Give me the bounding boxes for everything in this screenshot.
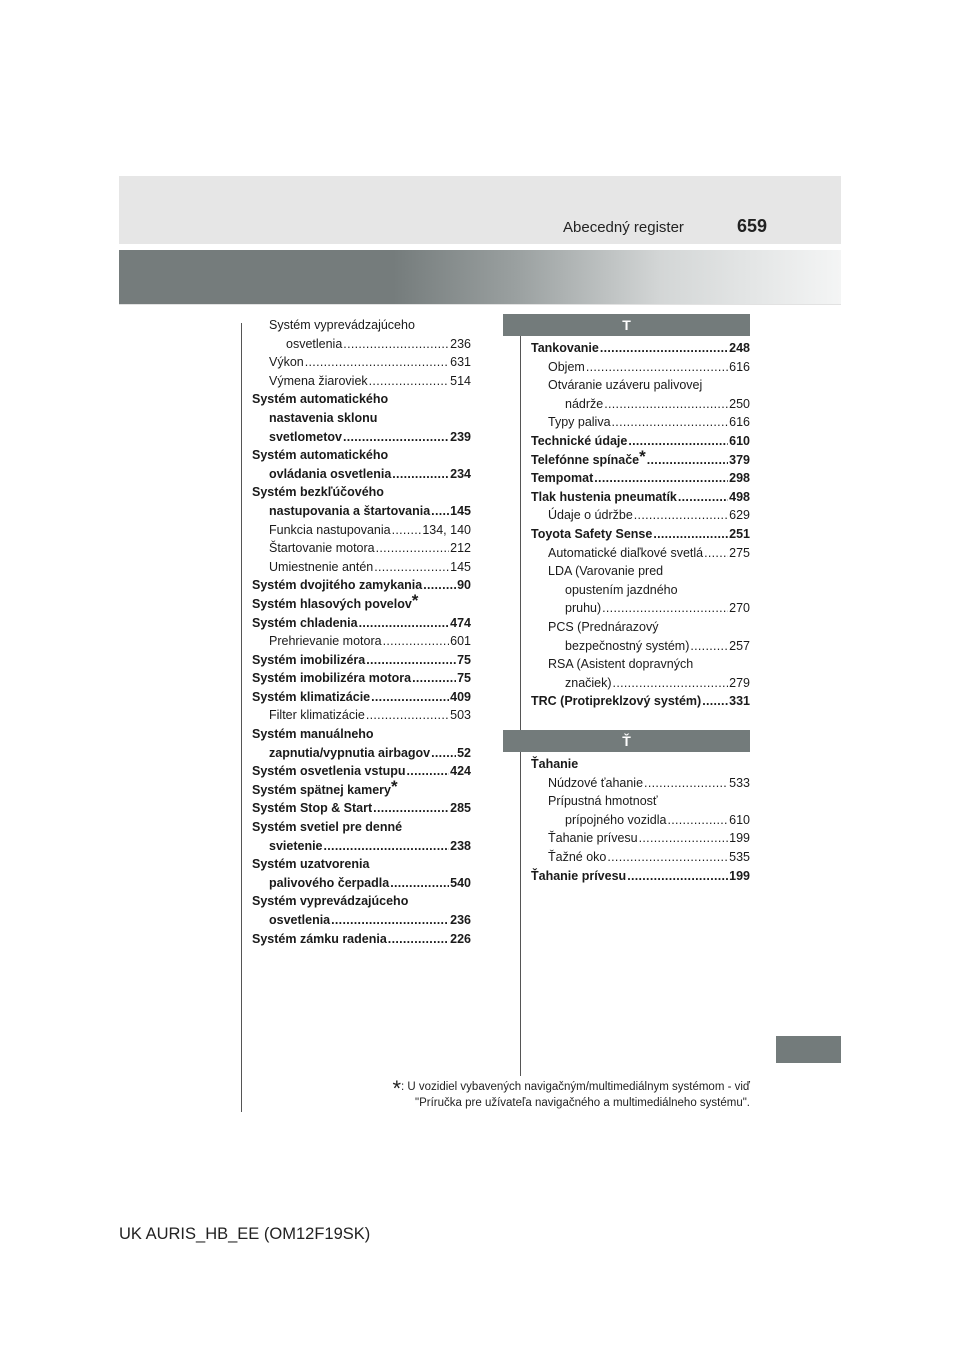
index-entry: [252, 353, 471, 372]
index-entry-text: osvetlenia: [286, 336, 343, 351]
index-entry-page: 90: [457, 578, 471, 593]
index-entry-text: svietenie: [269, 838, 323, 853]
dot-leader: [343, 335, 449, 354]
index-entry-page: 540: [450, 875, 471, 890]
index-entry-text: Údaje o údržbe: [548, 508, 633, 523]
index-entry-page: 331: [729, 694, 750, 709]
index-section-tcaron: [531, 755, 750, 885]
index-entry-page: 616: [729, 415, 750, 430]
left-column-rule: [241, 323, 242, 1112]
dot-leader: [647, 451, 728, 470]
index-entry: [252, 837, 471, 856]
index-entry: [252, 855, 471, 874]
index-entry-text: Tlak hustenia pneumatík: [531, 489, 677, 504]
index-entry-text: TRC (Protipreklzový systém): [531, 694, 702, 709]
index-entry: [531, 413, 750, 432]
index-entry-text: Systém klimatizácie: [252, 689, 371, 704]
index-entry-text: Štartovanie motora: [269, 541, 375, 556]
page-number: 659: [737, 216, 768, 236]
index-entry: [252, 521, 471, 540]
index-entry-text: Ťahanie: [531, 757, 579, 771]
index-entry: [531, 774, 750, 793]
dot-leader: [324, 837, 450, 856]
index-entry: [252, 930, 471, 949]
index-entry: [252, 706, 471, 725]
dot-leader: [639, 829, 729, 848]
section-title: Abecedný register: [563, 219, 684, 236]
index-entry: [531, 829, 750, 848]
index-entry-text: Výkon: [269, 355, 304, 370]
index-entry-page: 514: [450, 373, 471, 388]
index-entry-text: opustením jazdného: [565, 582, 678, 597]
index-entry: [252, 892, 471, 911]
index-entry-text: Systém uzatvorenia: [252, 857, 370, 872]
index-entry-page: 631: [450, 355, 471, 370]
index-entry-page: 226: [450, 931, 471, 946]
index-entry-text: palivového čerpadla: [269, 875, 390, 890]
index-entry-page: 610: [729, 433, 750, 448]
footnote-line-1: : U vozidiel vybavených navigačným/multimediálnym systémom - viď: [401, 1081, 750, 1093]
index-entry-text: bezpečnostný systém): [565, 638, 690, 653]
index-entry: [252, 744, 471, 763]
index-entry-text: nastavenia sklonu: [269, 410, 378, 425]
dot-leader: [371, 688, 449, 707]
dot-leader: [383, 632, 450, 651]
index-entry-page: 145: [450, 559, 471, 574]
index-entry-page: 75: [457, 652, 471, 667]
index-entry: [531, 599, 750, 618]
index-entry-page: 285: [450, 801, 471, 816]
chapter-side-tab: [776, 1036, 841, 1063]
index-entry: [252, 502, 471, 521]
index-entry-text: Systém spätnej kamery: [252, 782, 391, 797]
index-entry-text: Núdzové ťahanie: [548, 775, 644, 790]
index-entry-text: Ťahanie prívesu: [531, 868, 627, 883]
dot-leader: [431, 744, 456, 763]
index-entry-page: 610: [729, 812, 750, 827]
index-entry-page: 298: [729, 471, 750, 486]
index-entry: [252, 799, 471, 818]
index-entry-text: osvetlenia: [269, 913, 331, 927]
index-entry-page: 239: [450, 429, 471, 444]
index-entry-page: 498: [729, 489, 750, 504]
index-entry-text: LDA (Varovanie pred: [548, 564, 664, 579]
index-entry: [252, 614, 471, 633]
index-entry: [531, 674, 750, 693]
index-entry-page: 236: [450, 336, 471, 351]
index-entry-page: 409: [450, 689, 471, 704]
dot-leader: [359, 614, 450, 633]
index-entry-text: Systém vyprevádzajúceho: [269, 318, 415, 332]
index-entry-text: Typy paliva: [548, 415, 611, 430]
index-entry-text: Filter klimatizácie: [269, 708, 365, 723]
index-entry: [252, 669, 471, 688]
index-entry: [531, 655, 750, 674]
index-entry-text: Systém svetiel pre denné: [252, 820, 403, 835]
index-entry: [531, 562, 750, 581]
dot-leader: [392, 465, 449, 484]
index-entry: [252, 651, 471, 670]
index-entry-page: 238: [450, 838, 471, 853]
index-entry-text: RSA (Asistent dopravných: [548, 657, 694, 672]
index-entry-page: 474: [450, 615, 471, 630]
index-entry: [252, 446, 471, 465]
index-entry-text: PCS (Prednárazový: [548, 619, 659, 634]
index-entry-text: Prípustná hmotnosť: [548, 794, 658, 809]
middle-column-rule: [520, 336, 521, 1076]
dot-leader: [586, 358, 728, 377]
index-entry: [531, 544, 750, 563]
index-entry: [252, 911, 471, 930]
index-entry-text: nádrže: [565, 396, 604, 411]
index-entry-page: 234: [450, 466, 471, 481]
index-entry: [531, 469, 750, 488]
index-entry-text: zapnutia/vypnutia airbagov: [269, 745, 431, 760]
index-entry-text: Systém imobilizéra: [252, 652, 366, 667]
index-entry: [252, 762, 471, 781]
index-entry-text: Ťahanie prívesu: [548, 831, 638, 846]
dot-leader: [366, 651, 456, 670]
dot-leader: [376, 539, 450, 558]
dot-leader: [667, 811, 728, 830]
dot-leader: [374, 558, 449, 577]
index-entry: [531, 848, 750, 867]
index-entry-page: 199: [729, 831, 750, 846]
index-entry-text: Systém osvetlenia vstupu: [252, 764, 406, 779]
dot-leader: [369, 372, 449, 391]
index-entry: [252, 576, 471, 595]
index-entry-page: 251: [729, 526, 750, 541]
dot-leader: [388, 930, 449, 949]
footnote-line-2: "Príručka pre užívateľa navigačného a multimediálneho systému".: [415, 1097, 750, 1109]
index-entry-page: 257: [729, 638, 750, 653]
dot-leader: [704, 544, 728, 563]
index-entry-text: ovládania osvetlenia: [269, 466, 392, 481]
index-entry-text: Toyota Safety Sense: [531, 526, 653, 541]
index-entry: [531, 637, 750, 656]
index-entry: [252, 465, 471, 484]
index-entry: Telefónne spínače * ..... 379: [531, 451, 750, 470]
index-entry-text: Systém automatického: [252, 392, 389, 407]
index-entry-page: 248: [729, 341, 750, 355]
index-entry-page: 275: [729, 545, 750, 560]
index-entry-page: 52: [457, 745, 471, 760]
index-entry-page: 533: [729, 775, 750, 790]
index-entry: Systém spätnej kamery *: [252, 781, 471, 800]
index-entry-text: Funkcia nastupovania: [269, 522, 391, 537]
index-entry-text: svetlometov: [269, 429, 342, 444]
document-code: UK AURIS_HB_EE (OM12F19SK): [119, 1225, 371, 1243]
dot-leader: [392, 521, 422, 540]
index-entry: [252, 874, 471, 893]
index-entry: [531, 811, 750, 830]
dot-leader: [613, 674, 729, 693]
dot-leader: [594, 469, 728, 488]
index-entry: [252, 632, 471, 651]
index-entry: [531, 867, 750, 886]
dot-leader: [600, 339, 728, 358]
index-entry: [252, 390, 471, 409]
index-entry-text: Systém hlasových povelov: [252, 596, 412, 611]
index-entry: [252, 428, 471, 447]
index-entry: [531, 358, 750, 377]
dot-leader: [702, 692, 728, 711]
dot-leader: [407, 762, 450, 781]
index-entry: [252, 539, 471, 558]
index-entry-page: 601: [450, 634, 471, 649]
dot-leader: [627, 867, 728, 886]
index-entry-text: Systém manuálneho: [252, 727, 374, 742]
dot-leader: [431, 502, 449, 521]
dot-leader: [602, 599, 728, 618]
index-entry-text: Otváranie uzáveru palivovej: [548, 378, 703, 393]
index-entry: [252, 316, 471, 335]
index-entry-text: Prehrievanie motora: [269, 634, 382, 649]
index-entry-text: prípojného vozidla: [565, 812, 667, 827]
index-entry-page: 134, 140: [422, 522, 471, 537]
index-entry: [252, 818, 471, 837]
index-entry-text: Systém vyprevádzajúceho: [252, 894, 409, 909]
dot-leader: [653, 525, 728, 544]
index-entry-text: Objem: [548, 359, 585, 374]
index-entry-page: 616: [729, 359, 750, 374]
dot-leader: [412, 669, 456, 688]
index-entry: [252, 725, 471, 744]
dot-leader: [331, 911, 449, 930]
index-entry: [531, 506, 750, 525]
index-entry: [252, 483, 471, 502]
index-entry-page: 250: [729, 396, 750, 411]
index-entry-text: nastupovania a štartovania: [269, 503, 431, 518]
index-entry-page: 424: [450, 764, 471, 779]
footnote: [340, 1076, 750, 1110]
index-entry-page: 535: [729, 849, 750, 864]
index-entry-text: Systém bezkľúčového: [252, 485, 384, 500]
index-entry-page: 503: [450, 708, 471, 723]
dot-leader: [343, 428, 449, 447]
index-entry: [252, 372, 471, 391]
index-entry-page: 629: [729, 508, 750, 523]
dot-leader: [604, 395, 728, 414]
index-entry-text: Systém dvojitého zamykania: [252, 578, 423, 593]
index-entry-text: Telefónne spínače: [531, 452, 640, 467]
index-entry: [531, 376, 750, 395]
index-left-column: [252, 316, 471, 948]
dot-leader: [678, 488, 728, 507]
index-entry: [252, 688, 471, 707]
index-entry-text: Technické údaje: [531, 433, 628, 448]
index-entry-text: Umiestnenie antén: [269, 559, 374, 574]
dot-leader: [373, 799, 449, 818]
index-entry: [531, 525, 750, 544]
index-entry: [531, 395, 750, 414]
index-entry-text: Tempomat: [531, 471, 594, 486]
index-entry-page: 145: [450, 503, 471, 518]
index-section-t: [531, 339, 750, 711]
index-entry: [531, 692, 750, 711]
index-entry-page: 212: [450, 541, 471, 556]
index-entry-text: Ťažné oko: [548, 849, 607, 864]
index-entry-page: 270: [729, 601, 750, 616]
dot-leader: [366, 706, 449, 725]
index-entry-page: 279: [729, 675, 750, 690]
dot-leader: [634, 506, 728, 525]
page-header: [119, 176, 841, 244]
index-entry-text: Tankovanie: [531, 341, 599, 355]
index-entry: [252, 558, 471, 577]
index-entry: [531, 488, 750, 507]
index-entry-text: pruhu): [565, 601, 602, 616]
section-header-t: T: [503, 314, 750, 336]
dot-leader: [612, 413, 729, 432]
index-entry: [531, 755, 750, 774]
dot-leader: [390, 874, 449, 893]
index-entry-text: Výmena žiaroviek: [269, 373, 368, 388]
header-band: [119, 250, 841, 305]
dot-leader: [644, 774, 728, 793]
header-divider: [119, 304, 841, 305]
footnote-asterisk: *: [392, 1076, 401, 1101]
index-entry-text: Systém chladenia: [252, 615, 358, 630]
index-entry-page: 75: [457, 671, 471, 686]
index-entry-text: Systém Stop & Start: [252, 801, 373, 816]
index-entry-text: Systém imobilizéra motora: [252, 671, 412, 686]
index-entry: [531, 581, 750, 600]
index-entry-text: Automatické diaľkové svetlá: [548, 545, 704, 560]
index-entry-page: 199: [729, 868, 750, 883]
dot-leader: [423, 576, 456, 595]
index-entry: [252, 409, 471, 428]
index-entry: [252, 335, 471, 354]
index-entry: [531, 618, 750, 637]
dot-leader: [305, 353, 449, 372]
index-entry: Systém hlasových povelov *: [252, 595, 471, 614]
dot-leader: [690, 637, 728, 656]
index-entry: [531, 339, 750, 358]
index-entry-text: značiek): [565, 675, 612, 690]
section-header-tcaron: Ť: [503, 730, 750, 752]
index-entry-page: 379: [729, 452, 750, 467]
dot-leader: [607, 848, 728, 867]
index-entry: [531, 792, 750, 811]
index-entry-page: 236: [450, 913, 471, 927]
index-entry-text: Systém automatického: [252, 448, 389, 463]
index-entry-text: Systém zámku radenia: [252, 931, 387, 946]
